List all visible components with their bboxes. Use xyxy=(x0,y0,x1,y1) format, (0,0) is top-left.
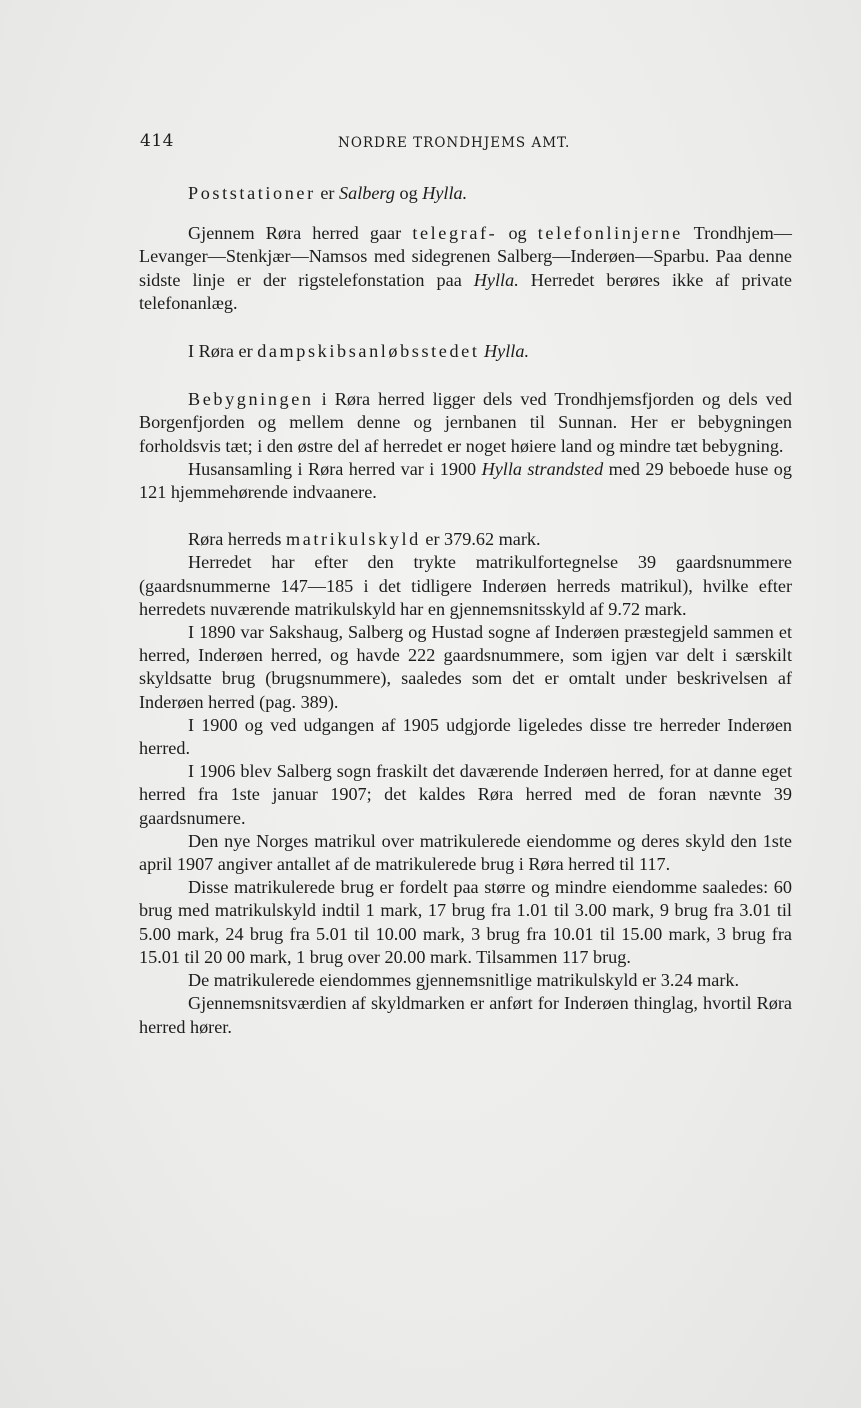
paragraph-disse: Disse matrikulerede brug er fordelt paa større og mindre eiendomme saaledes: 60 brug med matrikulskyld indtil 1 mark, 17 brug fra 1.01 til 3.00 mark, 9 brug fra 3.01 til 5.00 mark, 24 brug fra 5.01 til 10.00 mark, 3 brug fra 10.01 til 15.00 mark, 3 brug fra 15.01 til 20 00 mark, 1 brug over 20.00 mark. Tilsammen 117 brug. xyxy=(139,877,792,967)
paragraph-i-1906: I 1906 blev Salberg sogn fraskilt det daværende Inderøen herred, for at danne eget herred fra 1ste januar 1907; det kaldes Røra herred med de foran nævnte 39 gaardsnumere. xyxy=(139,761,792,828)
paragraph-gjennemsnit: Gjennemsnitsværdien af skyldmarken er anført for Inderøen thinglag, hvortil Røra herred hører. xyxy=(139,993,792,1037)
running-head: NORDRE TRONDHJEMS AMT. xyxy=(338,135,571,151)
paragraph-matrikulskyld xyxy=(139,528,792,551)
page-header xyxy=(140,131,790,157)
paragraph-i-1890: I 1890 var Sakshaug, Salberg og Hustad sogne af Inderøen præstegjeld sammen et herred, Inderøen herred, og havde 222 gaardsnummere, som igjen var delt i særskilt skyldsatte brug (brugsnummere), saaledes som det er omtalt under beskrivelsen af Inderøen herred (pag. 389). xyxy=(139,622,792,712)
place-hylla: Hylla. xyxy=(473,269,519,290)
paragraph-husansamling xyxy=(139,458,792,504)
text-run: med 29 beboede huse og 121 hjemmehørende indvaanere. xyxy=(139,458,792,503)
paragraph-poststationer xyxy=(139,182,792,205)
place-hylla: Hylla. xyxy=(484,341,530,362)
text-run: i Røra herred ligger dels ved Trondhjemsfjorden og dels ved Borgenfjorden og mellem denne og jernbanen til Sunnan. Her er bebygningen forholdsvis tæt; i den østre del af herredet er noget høiere land og mindre tæt bebygning. xyxy=(139,389,792,456)
text-run: og xyxy=(394,183,423,203)
paragraph-telegraf xyxy=(139,222,792,315)
paragraph-bebygning xyxy=(139,388,792,458)
term-poststationer: Poststationer xyxy=(188,183,316,203)
place-salberg: Salberg xyxy=(339,183,395,203)
text-run: Trondhjem—Levanger—Stenkjær—Namsos med sidegrenen Salberg—Inderøen—Sparbu. Paa denne sidste linje er der rigstelefonstation paa xyxy=(139,223,792,290)
paragraph-den-nye: Den nye Norges matrikul over matrikulerede eiendomme og deres skyld den 1ste april 1907 angiver antallet af de matrikulerede brug i Røra herred til 117. xyxy=(139,830,792,875)
text-run: Gjennem Røra herred gaar xyxy=(188,223,413,244)
text-run: Husansamling i Røra herred var i 1900 xyxy=(188,458,482,479)
text-run: I Røra er xyxy=(188,341,258,362)
paragraph-de-matrikulerede: De matrikulerede eiendommes gjennemsnitlige matrikulskyld er 3.24 mark. xyxy=(188,970,740,991)
page-number: 414 xyxy=(140,131,174,151)
term-telegraf: telegraf- xyxy=(412,223,498,244)
place-hylla: Hylla. xyxy=(422,183,468,203)
text-run: Røra herreds xyxy=(188,529,286,550)
paragraph-dampskib xyxy=(139,340,792,363)
paragraph-herredet-har: Herredet har efter den trykte matrikulfortegnelse 39 gaardsnummere (gaardsnummerne 147—185 i det tidligere Inderøen herreds matrikul), hvilke efter herredets nuværende matrikulskyld har en gjennemsnitsskyld af 9.72 mark. xyxy=(139,552,792,619)
term-matrikulskyld: matrikulskyld xyxy=(285,529,421,550)
text-run: er 379.62 mark. xyxy=(420,529,541,550)
paragraph-i-1900: I 1900 og ved udgangen af 1905 udgjorde ligeledes disse tre herreder Inderøen herred. xyxy=(139,714,792,759)
text-run: og xyxy=(497,223,538,244)
body-text xyxy=(139,182,792,1039)
place-hylla-strandsted: Hylla strandsted xyxy=(481,458,604,479)
text-run: er xyxy=(315,183,340,203)
text-run: Herredet berøres ikke af private telefonanlæg. xyxy=(139,269,792,313)
term-bebygningen: Bebygningen xyxy=(188,389,314,410)
term-telefonlinjerne: telefonlinjerne xyxy=(537,223,683,244)
term-dampskibsanlobssted: dampskibsanløbsstedet xyxy=(257,341,480,362)
